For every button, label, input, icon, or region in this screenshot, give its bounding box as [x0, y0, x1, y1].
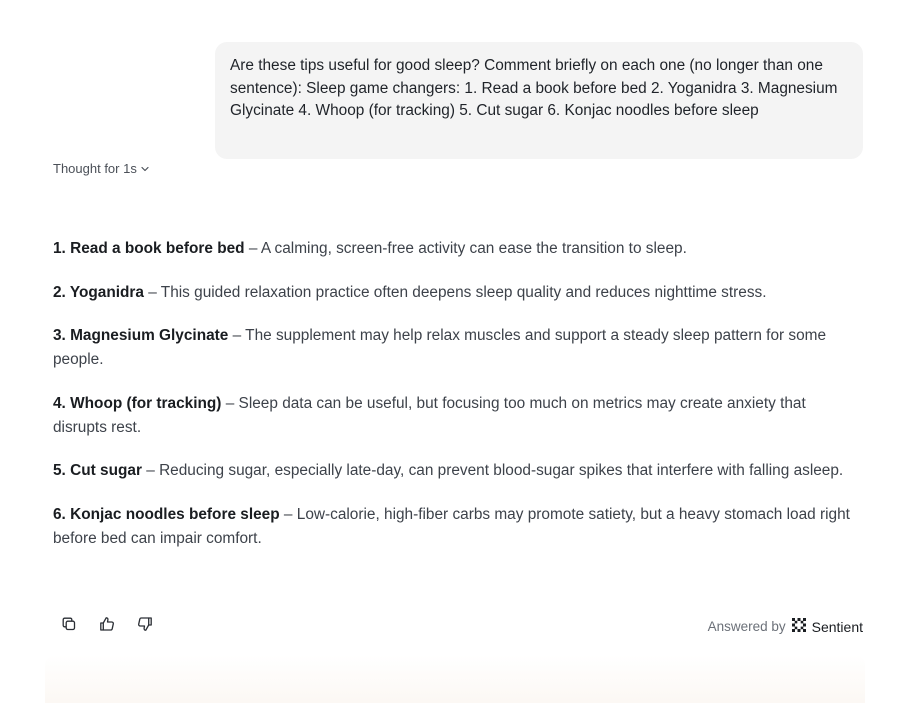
copy-icon	[61, 616, 77, 637]
answer-item-title: 2. Yoganidra	[53, 283, 144, 301]
thumbs-up-icon	[99, 616, 115, 637]
answer-item-title: 5. Cut sugar	[53, 462, 142, 479]
thought-toggle[interactable]	[53, 161, 150, 176]
thought-label: Thought for 1s	[53, 161, 137, 176]
answer-item-title: 6. Konjac noodles before sleep	[53, 505, 280, 523]
thumbs-up-button[interactable]	[94, 613, 120, 639]
answered-by-label: Answered by	[707, 619, 786, 634]
composer-fade	[45, 655, 865, 703]
answer-item-text: – A calming, screen-free activity can ease the transition to sleep.	[244, 240, 687, 257]
thumbs-down-button[interactable]	[132, 613, 158, 639]
answer-item	[53, 324, 859, 372]
answer-item-text: – The supplement may help relax muscles and support a steady sleep pattern for some people.	[53, 327, 827, 368]
answer-item-text: – This guided relaxation practice often deepens sleep quality and reduces nighttime stress.	[143, 283, 767, 301]
copy-button[interactable]	[56, 613, 82, 639]
answer-item-title: 1. Read a book before bed	[53, 240, 245, 257]
sentient-logo-icon	[791, 617, 807, 636]
answer-item-text: – Sleep data can be useful, but focusing too much on metrics may create anxiety that disrupts rest.	[53, 394, 806, 436]
answer-item-text: – Low-calorie, high-fiber carbs may promote satiety, but a heavy stomach load right before bed can impair comfort.	[53, 505, 850, 547]
user-message-text: Are these tips useful for good sleep? Comment briefly on each one (no longer than one sentence): Sleep game changers: 1. Read a book before bed 2. Yoganidra 3. Magnesium Glycinate 4. Whoop (for tracking) 5. Cut sugar 6. Konjac noodles before sleep	[230, 57, 838, 119]
user-message-bubble	[215, 42, 863, 159]
answer-item	[53, 281, 859, 305]
thumbs-down-icon	[137, 616, 153, 637]
assistant-answer	[53, 237, 859, 570]
answer-item	[53, 392, 859, 440]
answer-item-title: 3. Magnesium Glycinate	[53, 327, 229, 344]
answer-item	[53, 237, 859, 261]
answer-item	[53, 503, 859, 551]
chevron-down-icon	[140, 164, 150, 174]
answer-item-title: 4. Whoop (for tracking)	[53, 394, 222, 412]
answer-item-text: – Reducing sugar, especially late-day, can prevent blood-sugar spikes that interfere with falling asleep.	[141, 462, 844, 479]
brand-name: Sentient	[811, 618, 863, 635]
message-actions	[56, 613, 158, 639]
answer-item	[53, 459, 859, 483]
answered-by	[708, 617, 863, 636]
